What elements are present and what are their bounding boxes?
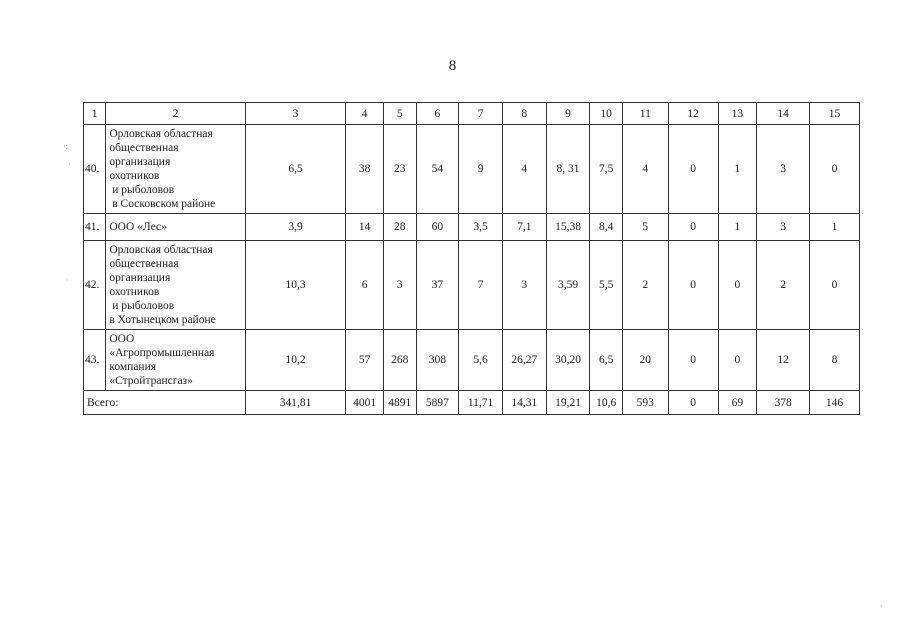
total-cell: 593 xyxy=(622,391,668,415)
total-row xyxy=(84,391,860,415)
total-cell: 10,6 xyxy=(590,391,623,415)
table-cell: 26,27 xyxy=(502,330,546,391)
total-cell: 4891 xyxy=(383,391,416,415)
total-cell: 14,31 xyxy=(502,391,546,415)
row-number: 40. xyxy=(84,125,106,214)
table-cell: 3 xyxy=(757,125,810,214)
table-cell: 2 xyxy=(757,241,810,330)
organization-name-line: охотников xyxy=(109,170,160,182)
column-header: 15 xyxy=(810,103,860,125)
organization-name-line: Орловская областная xyxy=(109,244,213,256)
row-number: 42. xyxy=(84,241,106,330)
table-cell: 0 xyxy=(668,214,718,241)
scan-mark: ·: xyxy=(63,142,68,151)
total-cell: 11,71 xyxy=(459,391,503,415)
table-cell: 0 xyxy=(668,330,718,391)
table-cell: 3 xyxy=(502,241,546,330)
row-number: 43. xyxy=(84,330,106,391)
table-cell: 9 xyxy=(459,125,503,214)
header-row xyxy=(84,103,860,125)
table-cell: 6 xyxy=(346,241,384,330)
total-cell: 5897 xyxy=(416,391,459,415)
organization-name-line: «Стройтрансгаз» xyxy=(109,375,193,387)
table-cell: 0 xyxy=(718,330,757,391)
organization-name-line: охотников xyxy=(109,286,160,298)
table-cell: 268 xyxy=(383,330,416,391)
organization-name-line: организация xyxy=(109,156,171,168)
table-cell: 1 xyxy=(718,214,757,241)
table-cell: 3,59 xyxy=(546,241,590,330)
table-cell: 7 xyxy=(459,241,503,330)
table-cell: 12 xyxy=(757,330,810,391)
table-cell: 10,3 xyxy=(245,241,346,330)
table-cell: 20 xyxy=(622,330,668,391)
scan-mark: · xyxy=(66,276,69,285)
organization-name-line: и рыболовов xyxy=(109,300,175,312)
column-header: 11 xyxy=(622,103,668,125)
column-header: 7 xyxy=(459,103,503,125)
organization-name xyxy=(106,330,245,391)
column-header: 10 xyxy=(590,103,623,125)
table-row xyxy=(84,241,860,330)
total-cell: 4001 xyxy=(346,391,384,415)
table-row xyxy=(84,330,860,391)
page-number: 8 xyxy=(448,58,457,74)
total-cell: 19,21 xyxy=(546,391,590,415)
table-cell: 1 xyxy=(810,214,860,241)
table-cell: 308 xyxy=(416,330,459,391)
column-header: 3 xyxy=(245,103,346,125)
table-cell: 3,9 xyxy=(245,214,346,241)
organization-name-line: и рыболовов xyxy=(109,184,175,196)
data-table xyxy=(83,102,860,415)
table-cell: 10,2 xyxy=(245,330,346,391)
column-header: 14 xyxy=(757,103,810,125)
organization-name-line: в Сосковском районе xyxy=(109,198,216,210)
organization-name-line: общественная xyxy=(109,142,179,154)
table-cell: 0 xyxy=(718,241,757,330)
total-cell: 0 xyxy=(668,391,718,415)
table-cell: 1 xyxy=(718,125,757,214)
table-cell: 23 xyxy=(383,125,416,214)
table-row xyxy=(84,125,860,214)
column-header: 9 xyxy=(546,103,590,125)
column-header: 13 xyxy=(718,103,757,125)
table-cell: 2 xyxy=(622,241,668,330)
organization-name-line: в Хотынецком районе xyxy=(109,314,216,326)
table-cell: 8,4 xyxy=(590,214,623,241)
table-cell: 8, 31 xyxy=(546,125,590,214)
table-cell: 60 xyxy=(416,214,459,241)
table-cell: 5,6 xyxy=(459,330,503,391)
column-header: 8 xyxy=(502,103,546,125)
table-cell: 6,5 xyxy=(245,125,346,214)
table-cell: 15,38 xyxy=(546,214,590,241)
table-cell: 3,5 xyxy=(459,214,503,241)
organization-name-line: ООО «Лес» xyxy=(109,221,167,233)
table-cell: 37 xyxy=(416,241,459,330)
row-number: 41. xyxy=(84,214,106,241)
total-cell: 341,81 xyxy=(245,391,346,415)
table-cell: 7,5 xyxy=(590,125,623,214)
organization-name xyxy=(106,241,245,330)
table-cell: 8 xyxy=(810,330,860,391)
table-cell: 14 xyxy=(346,214,384,241)
table-cell: 28 xyxy=(383,214,416,241)
organization-name-line: «Агропромышленная xyxy=(109,347,215,359)
organization-name-line: организация xyxy=(109,272,171,284)
organization-name-line: компания xyxy=(109,361,157,373)
column-header: 12 xyxy=(668,103,718,125)
table-cell: 7,1 xyxy=(502,214,546,241)
table-cell: 38 xyxy=(346,125,384,214)
total-cell: 378 xyxy=(757,391,810,415)
table-cell: 54 xyxy=(416,125,459,214)
column-header: 2 xyxy=(106,103,245,125)
organization-name-line: общественная xyxy=(109,258,179,270)
scan-mark: · xyxy=(880,602,883,611)
organization-name-line: ООО xyxy=(109,333,135,345)
organization-name xyxy=(106,125,245,214)
table-cell: 6,5 xyxy=(590,330,623,391)
organization-name-line: Орловская областная xyxy=(109,128,213,140)
column-header: 5 xyxy=(383,103,416,125)
column-header: 6 xyxy=(416,103,459,125)
table-row xyxy=(84,214,860,241)
scan-mark: · xyxy=(68,160,71,169)
table-cell: 4 xyxy=(622,125,668,214)
table-cell: 5,5 xyxy=(590,241,623,330)
table-cell: 5 xyxy=(622,214,668,241)
table-cell: 0 xyxy=(810,125,860,214)
column-header: 1 xyxy=(84,103,106,125)
table-cell: 3 xyxy=(383,241,416,330)
table-cell: 57 xyxy=(346,330,384,391)
table-cell: 4 xyxy=(502,125,546,214)
total-cell: 146 xyxy=(810,391,860,415)
total-label: Всего: xyxy=(84,391,246,415)
total-cell: 69 xyxy=(718,391,757,415)
table-cell: 0 xyxy=(810,241,860,330)
table-cell: 30,20 xyxy=(546,330,590,391)
column-header: 4 xyxy=(346,103,384,125)
table-cell: 0 xyxy=(668,125,718,214)
organization-name xyxy=(106,214,245,241)
table-cell: 0 xyxy=(668,241,718,330)
table-cell: 3 xyxy=(757,214,810,241)
